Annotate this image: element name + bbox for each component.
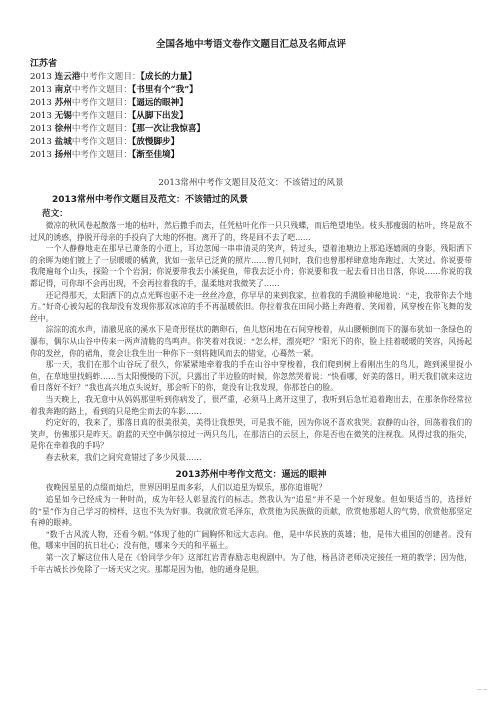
essay-paragraph: 一个人静静地走在那早已萧条的小道上，耳边忽闻一串串清灵的笑声，转过头，望着池塘边上那追逐嬉闹的身影，残阳洒下的余晖为她们镀上了一层暖暖的橘黄，犹如一张早已泛黄的照片……曾几何时，我们也曾那样肆意地奔跑过、大笑过。你说要带我爬遍每个山头，探险一个个岩洞；你说要带我去小溪捉鱼，带我去泛小舟；你说要和我一起去看日出日落，你说……你说的我都记得，可你却不会再出现，不会再拉着我的手，温柔地对我微笑了…… — [30, 244, 472, 288]
topic-year: 2013 — [30, 72, 55, 82]
province-heading: 江苏省 — [30, 59, 58, 69]
topic-city: 南京 — [54, 85, 72, 95]
topic-year: 2013 — [30, 150, 55, 160]
essay-paragraph: 追星如今已经成为一种时尚，成为年轻人彰显流行的标志。然我认为“追星”并不是一个好现象。但如果适当的，选择好的“星”作为自己学习的榜样，这也不失为好事。我就欣赏毛泽东，欣赏他为民族做的贡献，欣赏他那超人的气势，欣赏他那坚定有神的眼神。 — [30, 495, 472, 528]
topic-list-item — [30, 84, 472, 97]
topic-title: 【从脚下出发】 — [131, 111, 188, 121]
topic-list-item — [30, 71, 472, 84]
topic-year: 2013 — [30, 111, 55, 121]
topic-label: 中考作文题目： — [71, 137, 132, 147]
topic-list-item — [30, 123, 472, 136]
essay-paragraph: “数千古风流人物，还看今朝。”体现了他的广阔胸怀和远大志向。他，是中华民族的英雄；他，是伟大祖国的创建者。没有他，哪来中国的抗日壮心；没有他，哪来今天的和平福土。 — [30, 529, 472, 551]
topic-list-item — [30, 136, 472, 149]
essay-paragraph: 那一天，我们在那个山谷玩了很久，你紧紧地牵着我的手在山谷中穿梭着，我们爬到树上看刚出生的鸟儿，跑到溪里捉小鱼，在草地里找蚂蚱……当太阳慢慢的下沉，只露出了半边脸的时候，你忽然哭着说：“快看哪，好美的落日，明天我们就来这边看日落好不好？”我也高兴地点头说好，那会听下的你，竟没有让我发现，你那苍白的脸。 — [30, 360, 472, 393]
essay-paragraph: 当天晚上，我无意中从妈妈那里听到你病发了，很严重，必须马上离开这里了，我听到后急忙追着跑出去，在那条你经常拉着我奔跑的路上，看到的只是绝尘而去的车影…… — [30, 394, 472, 416]
essay-paragraph: 约定好的，我来了，那落日真的很美很美，美得让我想哭，可是我不能，因为你说不喜欢我哭。寂静的山谷，回荡着我们的笑声，仿佛那只是昨天。蔚蓝的天空中偶尔掠过一两只鸟儿，在那洁白的云层上，你是否也在微笑的注视我。风得过我的指尖，是你在牵着我的手吗？ — [30, 418, 472, 451]
topic-label: 中考作文题目： — [80, 72, 141, 82]
document-title: 全国各地中考语文卷作文题目汇总及名师点评 — [155, 39, 346, 50]
topic-title: 【书里有个“我”】 — [131, 85, 198, 95]
fanwen-label: 范文： — [42, 209, 68, 219]
topic-label: 中考作文题目： — [71, 98, 132, 108]
topic-label: 中考作文题目： — [71, 111, 132, 121]
essay-paragraph: 微凉的秋风卷起散落一地的枯叶，然后撒手而去，任凭枯叶化作一只只残蝶，而后绝望地坠。枝头那瘦弱的枯叶，终是敌不过风的诱惑，挣脱开母亲的手投向了大地的怀抱。离开了的，终是回不去了吧…… — [30, 221, 472, 242]
essay-paragraph: 春去秋来，我们之间究竟错过了多少风景…… — [45, 452, 202, 462]
suzhou-essay — [30, 482, 472, 575]
document-page — [30, 28, 472, 575]
topic-year: 2013 — [30, 137, 55, 147]
topic-label: 中考作文题目： — [71, 150, 132, 160]
topic-year: 2013 — [30, 85, 55, 95]
topic-title: 【渐至佳境】 — [131, 150, 180, 160]
topic-title: 【成长的力量】 — [140, 72, 197, 82]
topic-title: 【放慢脚步】 — [131, 137, 180, 147]
essay-paragraph: 淙淙的流水声，清澈见底的溪水下是奇形怪状的鹅卵石，鱼儿悠闲地在石间穿梭着，从山腰顿倒而下的瀑布犹如一条绿色的瀑布，偶尔从山谷中传来一两声清脆的鸟鸣声。你笑着对我说：“怎么样，漂亮吧？”阳光下的你，脸上挂着暖暖的笑容，风扬起你的发丝，你的裙角，竟会让我生出一种你下一刻将随风而去的错觉，心蓦然一紧。 — [30, 325, 472, 358]
essay-paragraph: 还记得那天，太阳洒下的点点光辉也驱不走一丝丝冷意，你早早的来到我家，拉着我的手满脸神秘地说：“走，我带你去个地方。”好奇心被勾起的我却没有发现你那双冰凉的手不再温暖依旧。你拉着我在田间小路上奔跑着、笑闹着，风穿梭在你飞舞的发丝中。 — [30, 290, 472, 323]
topic-year: 2013 — [30, 98, 55, 108]
topic-label: 中考作文题目： — [71, 124, 132, 134]
topic-list-item — [30, 149, 472, 162]
topic-city: 连云港 — [54, 72, 81, 82]
topic-city: 徐州 — [54, 124, 72, 134]
suzhou-title: 2013苏州中考作文范文：逼远的眼神 — [175, 470, 327, 481]
essay-paragraph: 第一次了解这位伟人是在《恰同学少年》这部红岩青春励志电视剧中。为了他，杨昌济老师决定接任一班的教学；因为他，千年古城长沙免除了一场天灾之灾。那都是因为他，他的通身是胆。 — [30, 553, 472, 574]
topic-city: 盐城 — [54, 137, 72, 147]
topic-label: 中考作文题目： — [71, 85, 132, 95]
topic-title: 【逼远的眼神】 — [131, 98, 188, 108]
changzhou-essay — [30, 220, 472, 463]
topic-list — [30, 71, 472, 162]
topic-city: 苏州 — [54, 98, 72, 108]
topic-list-item — [30, 110, 472, 123]
topic-city: 扬州 — [54, 150, 72, 160]
changzhou-center-title: 2013常州中考作文题目及范文：不该错过的风景 — [158, 178, 344, 188]
page-mark: ~~ — [476, 686, 488, 694]
changzhou-bold-title: 2013常州中考作文题目及范文：不该错过的风景 — [52, 195, 249, 205]
topic-year: 2013 — [30, 124, 55, 134]
topic-city: 无锡 — [54, 111, 72, 121]
topic-list-item — [30, 97, 472, 110]
essay-paragraph: 夜晚因星星的点缀而灿烂，世界因明星而多彩，人们以追星为娱乐，那你追谁呢？ — [45, 483, 327, 493]
topic-title: 【那一次让我惊喜】 — [131, 124, 206, 134]
